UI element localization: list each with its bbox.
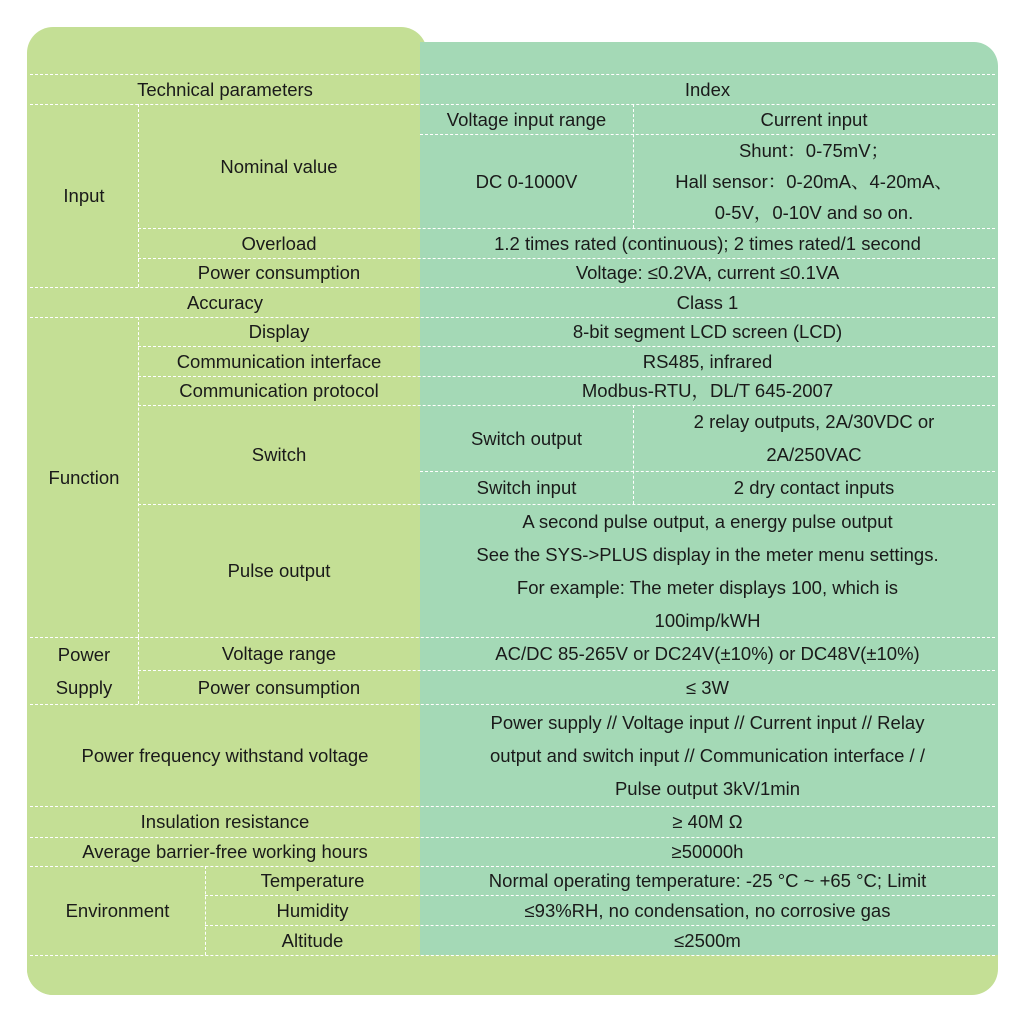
label-withstand-voltage: Power frequency withstand voltage (81, 744, 369, 766)
value-switch-output (633, 405, 995, 471)
value-input-power-consumption: Voltage: ≤0.2VA, current ≤0.1VA (575, 262, 840, 283)
switch-output-line: 2A/250VAC (766, 444, 862, 465)
value-voltage-range: AC/DC 85-265V or DC24V(±10%) or DC48V(±10%) (495, 643, 920, 664)
grid-line (30, 955, 995, 956)
switch-output-line: 2 relay outputs, 2A/30VDC or (693, 411, 935, 432)
header-technical-parameters: Technical parameters (137, 78, 313, 100)
label-input-power-consumption: Power consumption (197, 262, 361, 283)
label-humidity: Humidity (276, 899, 349, 921)
value-switch-input: 2 dry contact inputs (733, 477, 895, 498)
label-nominal-value: Nominal value (220, 155, 338, 177)
label-overload: Overload (241, 232, 317, 254)
value-voltage-range: DC 0-1000V (475, 170, 578, 192)
label-display: Display (248, 321, 310, 342)
value-humidity: ≤93%RH, no condensation, no corrosive gas (524, 899, 891, 921)
value-communication-protocol: Modbus-RTU，DL/T 645-2007 (581, 380, 834, 401)
label-communication-interface: Communication interface (176, 350, 382, 372)
value-insulation-resistance: ≥ 40M Ω (672, 811, 743, 832)
withstand-line: output and switch input // Communication interface / / (490, 744, 925, 766)
value-overload: 1.2 times rated (continuous); 2 times rated/1 second (494, 232, 921, 254)
withstand-line: Power supply // Voltage input // Current input // Relay (490, 711, 925, 733)
label-switch-input: Switch input (476, 477, 577, 498)
value-temperature: Normal operating temperature: -25 °C ~ +65 °C; Limit (488, 870, 927, 891)
label-voltage-range: Voltage range (221, 643, 337, 664)
label-communication-protocol: Communication protocol (179, 380, 379, 401)
value-pulse-output (420, 504, 995, 637)
current-input-line: 0-5V，0-10V and so on. (714, 201, 914, 223)
value-current-input (633, 134, 995, 228)
pulse-output-line: A second pulse output, a energy pulse output (522, 510, 893, 532)
label-switch: Switch (251, 444, 307, 465)
value-withstand-voltage (420, 704, 995, 806)
header-index: Index (684, 78, 731, 100)
group-power-supply (30, 637, 138, 704)
value-accuracy: Class 1 (676, 291, 739, 313)
current-input-line: Shunt：0-75mV； (738, 139, 890, 161)
label-pulse-output: Pulse output (227, 560, 331, 581)
label-accuracy: Accuracy (186, 291, 264, 313)
value-communication-interface: RS485, infrared (642, 350, 773, 372)
label-insulation-resistance: Insulation resistance (140, 811, 310, 832)
withstand-line: Pulse output 3kV/1min (614, 777, 801, 799)
head-current-input: Current input (760, 108, 868, 130)
value-altitude: ≤2500m (674, 929, 741, 951)
label-temperature: Temperature (260, 870, 365, 891)
current-input-line: Hall sensor：0-20mA、4-20mA、 (675, 170, 953, 192)
head-voltage-input-range: Voltage input range (446, 108, 607, 130)
value-working-hours: ≥50000h (671, 841, 744, 862)
value-supply-power-consumption: ≤ 3W (685, 676, 730, 698)
power-supply-line: Power (57, 643, 111, 665)
power-supply-line: Supply (55, 676, 113, 698)
label-working-hours: Average barrier-free working hours (82, 841, 368, 862)
group-environment: Environment (65, 900, 170, 921)
group-function: Function (48, 466, 120, 488)
pulse-output-line: 100imp/kWH (654, 609, 761, 631)
group-input: Input (63, 185, 105, 206)
pulse-output-line: For example: The meter displays 100, which is (516, 576, 899, 598)
label-switch-output: Switch output (470, 427, 583, 449)
value-display: 8-bit segment LCD screen (LCD) (572, 321, 843, 342)
label-supply-power-consumption: Power consumption (197, 676, 361, 698)
pulse-output-line: See the SYS->PLUS display in the meter menu settings. (476, 543, 939, 565)
label-altitude: Altitude (281, 929, 344, 951)
